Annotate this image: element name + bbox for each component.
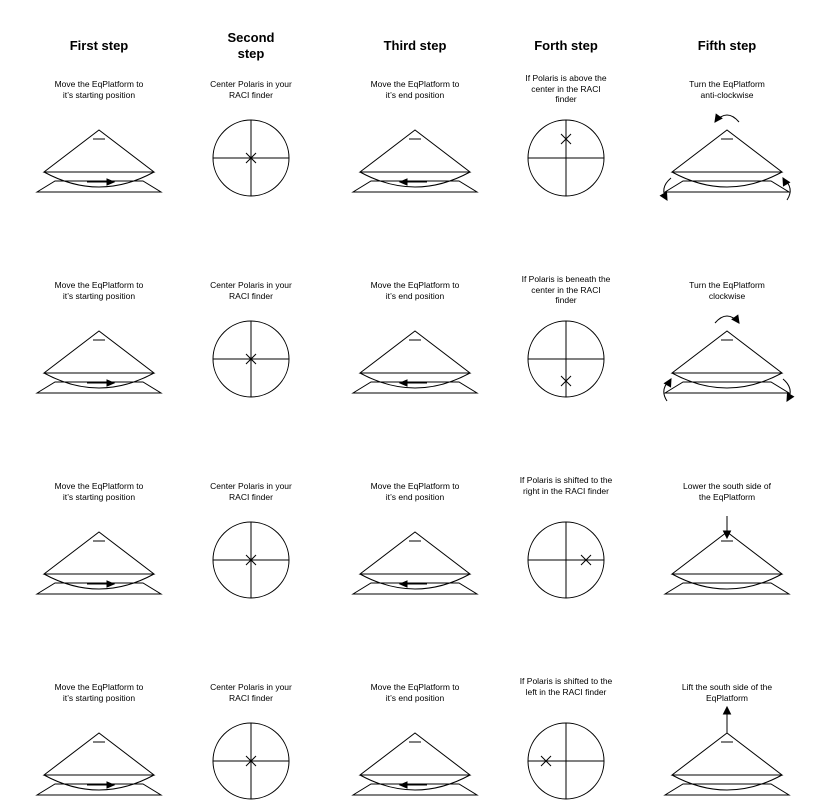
row-3-step-1-caption: Move the EqPlatform to it’s starting position	[54, 481, 144, 502]
row-4-step-1-platform-rocker	[44, 775, 154, 790]
row-2-step-1-caption: Move the EqPlatform to it’s starting position	[54, 280, 144, 301]
row-3-step-1-platform-rocker	[44, 574, 154, 589]
row-1-step-1-arrow-head	[107, 179, 114, 185]
row-3-step-5-platform-rocker	[672, 574, 782, 589]
row-3-step-1-platform-top	[44, 532, 154, 574]
row-3-step-3-caption: Move the EqPlatform to it’s end position	[370, 481, 460, 502]
row-2-step-5-platform-rocker	[672, 373, 782, 388]
row-1-step-3-arrow-head	[400, 179, 407, 185]
row-4-step-3-platform-rocker	[360, 775, 470, 790]
row-1-step-5-platform-rocker	[672, 172, 782, 187]
step-header-3: Third step	[383, 38, 447, 53]
row-1-step-1-caption: Move the EqPlatform to it’s starting position	[54, 79, 144, 100]
row-4-step-1-arrow-head	[107, 782, 114, 788]
row-2-step-5-right-arrow-head	[787, 393, 794, 401]
row-2-step-2-caption: Center Polaris in your RACI finder	[210, 280, 292, 301]
row-2-step-1-platform-rocker	[44, 373, 154, 388]
row-4-step-5-platform-rocker	[672, 775, 782, 790]
row-3-step-4-caption: If Polaris is shifted to the right in the RACI finder	[519, 475, 613, 496]
step-header-4: Forth step	[534, 38, 598, 53]
row-3-step-3-arrow-head	[400, 581, 407, 587]
row-3-step-2-caption: Center Polaris in your RACI finder	[210, 481, 292, 502]
row-1-step-3-platform-top	[360, 130, 470, 172]
row-1-step-3-platform-rocker	[360, 172, 470, 187]
row-1-step-5-platform-top	[672, 130, 782, 172]
row-1-step-5-top-arrow-head	[715, 114, 722, 122]
row-3-step-1-arrow-head	[107, 581, 114, 587]
row-1-step-1-platform-rocker	[44, 172, 154, 187]
row-2-step-4-caption: If Polaris is beneath the center in the RACI finder	[521, 274, 611, 305]
row-2-step-5-platform-top	[672, 331, 782, 373]
row-4-step-3-caption: Move the EqPlatform to it’s end position	[370, 682, 460, 703]
row-2-step-3-platform-top	[360, 331, 470, 373]
row-2-step-3-platform-rocker	[360, 373, 470, 388]
row-1-step-5-left-arrow-head	[660, 192, 667, 200]
row-4-step-4-caption: If Polaris is shifted to the left in the RACI finder	[519, 676, 613, 697]
row-2-step-1-platform-top	[44, 331, 154, 373]
row-1-step-1-platform-top	[44, 130, 154, 172]
row-1-step-3-caption: Move the EqPlatform to it’s end position	[370, 79, 460, 100]
step-header-1: First step	[69, 38, 129, 53]
row-4-step-5-lift-arrow-head	[724, 707, 731, 714]
row-4-step-5-platform-top	[672, 733, 782, 775]
row-4-step-2-caption: Center Polaris in your RACI finder	[210, 682, 292, 703]
row-2-step-3-caption: Move the EqPlatform to it’s end position	[370, 280, 460, 301]
row-1-step-2-caption: Center Polaris in your RACI finder	[210, 79, 292, 100]
row-4-step-5-caption: Lift the south side of the EqPlatform	[681, 682, 773, 703]
step-header-5: Fifth step	[697, 38, 757, 53]
row-4-step-3-platform-top	[360, 733, 470, 775]
step-header-2: Second step	[227, 30, 275, 61]
row-2-step-5-caption: Turn the EqPlatform clockwise	[689, 280, 765, 301]
row-1-step-4-caption: If Polaris is above the center in the RACI finder	[525, 73, 607, 104]
row-1-step-5-caption: Turn the EqPlatform anti-clockwise	[689, 79, 765, 100]
row-2-step-1-arrow-head	[107, 380, 114, 386]
row-4-step-3-arrow-head	[400, 782, 407, 788]
row-3-step-3-platform-top	[360, 532, 470, 574]
row-4-step-1-caption: Move the EqPlatform to it’s starting position	[54, 682, 144, 703]
row-2-step-5-top-arrow-head	[732, 315, 739, 323]
row-3-step-3-platform-rocker	[360, 574, 470, 589]
row-4-step-1-platform-top	[44, 733, 154, 775]
row-3-step-5-caption: Lower the south side of the EqPlatform	[683, 481, 771, 502]
row-2-step-3-arrow-head	[400, 380, 407, 386]
